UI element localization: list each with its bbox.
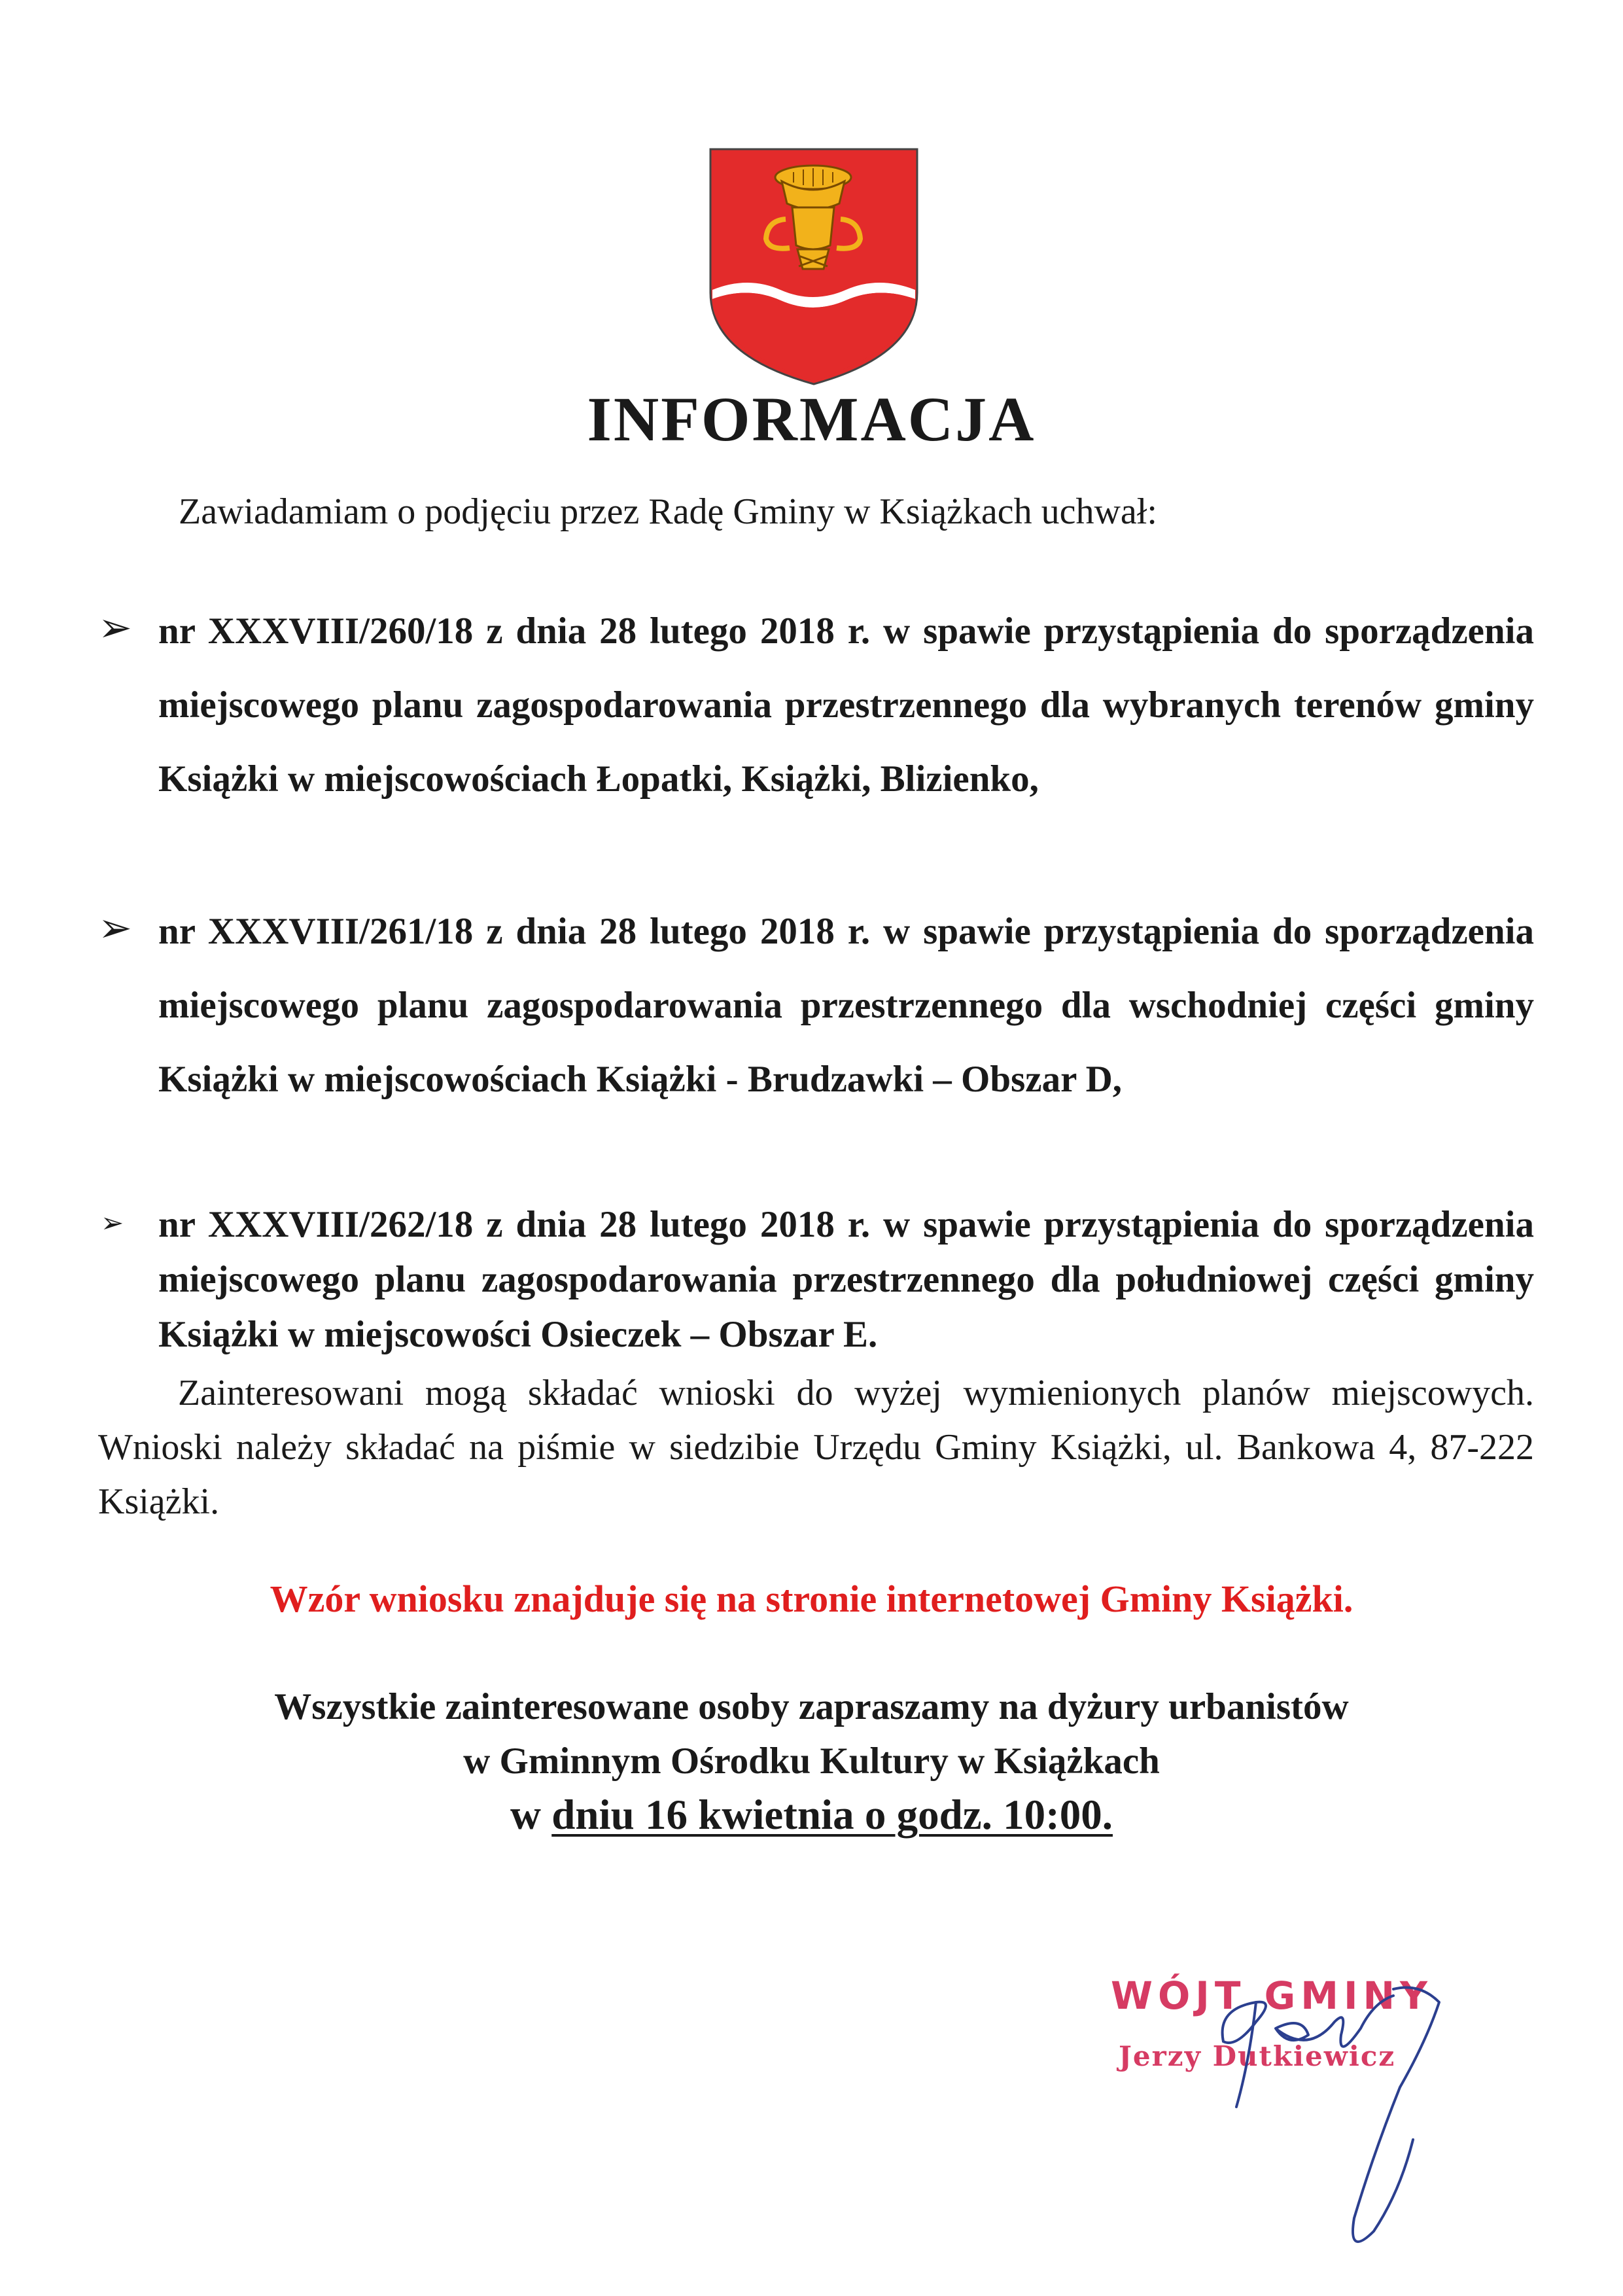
invitation-line-1: Wszystkie zainteresowane osoby zapraszamy na dyżury urbanistów — [274, 1686, 1349, 1727]
invitation-line-2: w Gminnym Ośrodku Kultury w Książkach — [463, 1740, 1160, 1782]
resolution-item-text: nr XXXVIII/261/18 z dnia 28 lutego 2018 r. w spawie przystąpienia do sporządzenia miejscowego planu zagospodarowania przestrzennego dla wschodniej części gminy Książki w miejscowościach Książki - Brudzawki – Obszar D, — [158, 911, 1534, 1100]
resolution-item — [98, 594, 1534, 816]
resolution-item — [98, 1197, 1534, 1362]
stamp-title: WÓJT GMINY — [1111, 1973, 1433, 2018]
body-paragraph: Zainteresowani mogą składać wnioski do wyżej wymienionych planów miejscowych. Wnioski należy składać na piśmie w siedzibie Urzędu Gminy Książki, ul. Bankowa 4, 87-222 Książki. — [98, 1373, 1534, 1522]
stamp-name: Jerzy Dutkiewicz — [1119, 2040, 1396, 2072]
resolution-item-text: nr XXXVIII/262/18 z dnia 28 lutego 2018 r. w spawie przystąpienia do sporządzenia miejscowego planu zagospodarowania przestrzennego dla południowej części gminy Książki w miejscowości Osieczek – Obszar E. — [158, 1204, 1534, 1355]
signature-icon — [1178, 1956, 1478, 2284]
coat-of-arms-icon — [708, 147, 919, 386]
invitation-block — [0, 1680, 1623, 1843]
arrow-bullet-icon: ➢ — [101, 1209, 124, 1239]
arrow-bullet-icon: ➢ — [98, 906, 132, 951]
application-form-notice: Wzór wniosku znajduje się na stronie internetowej Gminy Książki. — [270, 1578, 1353, 1620]
document-title: INFORMACJA — [587, 384, 1036, 454]
arrow-bullet-icon: ➢ — [98, 606, 132, 650]
invitation-line-3 — [0, 1788, 1623, 1843]
invitation-line-3-prefix: w — [510, 1792, 552, 1839]
meeting-date: dniu 16 kwietnia o godz. 10:00. — [551, 1792, 1113, 1839]
intro-text: Zawiadamiam o podjęciu przez Radę Gminy w Książkach uchwał: — [179, 491, 1157, 532]
resolution-item-text: nr XXXVIII/260/18 z dnia 28 lutego 2018 r. w spawie przystąpienia do sporządzenia miejscowego planu zagospodarowania przestrzennego dla wybranych terenów gminy Książki w miejscowościach Łopatki, Książki, Blizienko, — [158, 610, 1534, 800]
resolution-item — [98, 894, 1534, 1116]
